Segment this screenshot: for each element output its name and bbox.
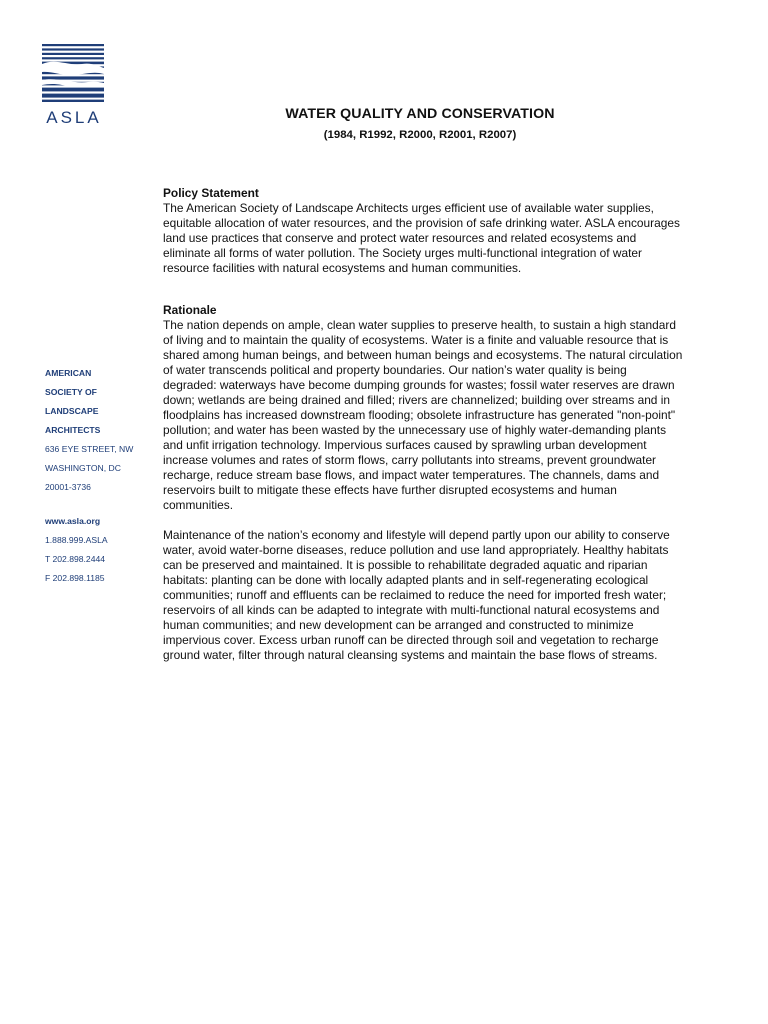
website-link[interactable]: www.asla.org (45, 516, 101, 526)
policy-heading: Policy Statement (163, 186, 259, 200)
address-line: 20001-3736 (45, 482, 91, 492)
asla-landscape-logo-icon (42, 44, 104, 102)
phone-telephone: T 202.898.2444 (45, 554, 106, 564)
logo-text: ASLA (46, 108, 102, 127)
document-revision-years: (1984, R1992, R2000, R2001, R2007) (323, 129, 517, 141)
asla-logo (42, 44, 104, 128)
org-name-line: AMERICAN (45, 368, 92, 378)
phone-fax: F 202.898.1185 (45, 573, 105, 583)
address-line: 636 EYE STREET, NW (45, 444, 134, 454)
address-line: WASHINGTON, DC (45, 463, 121, 473)
org-name-line: LANDSCAPE (45, 406, 99, 416)
rationale-heading: Rationale (163, 303, 217, 317)
document-header (150, 104, 690, 144)
rationale-paragraph: The nation depends on ample, clean water supplies to preserve health, to sustain a high standard of living and to maintain the quality of ecosystems. Water is a finite and valuable resource that is shared among human beings, and between human beings and ecosystems. The natural circulation of water transcends political and property boundaries. Our nation’s water quality is being degraded: waterways have become dumping grounds for wastes; fossil water reserves are drawn down; wetlands are being drained and filled; rivers are channelized; building over streams and in floodplains has increased downstream flooding; obsolete infrastructure has generated "non-point" pollution; and water has been wasted by the unnecessary use of highly water-demanding plants and unfit irrigation technology. Impervious surfaces caused by sprawling urban development increase volumes and rates of storm flows, carry pollutants into streams, prevent groundwater recharge, reduce stream base flows, and impact water temperatures. The channels, dams and reservoirs built to mitigate these effects have further disrupted ecosystems and human communities. (163, 318, 683, 512)
document-title: WATER QUALITY AND CONSERVATION (285, 106, 555, 122)
org-name-line: ARCHITECTS (45, 425, 101, 435)
phone-toll-free: 1.888.999.ASLA (45, 535, 108, 545)
rationale-paragraph: Maintenance of the nation’s economy and lifestyle will depend partly upon our ability to conserve water, avoid water-borne diseases, reduce pollution and use land appropriately. Healthy habitats can be preserved and maintained. It is possible to rehabilitate degraded aquatic and riparian habitats: planting can be done with locally adapted plants and in self-regenerating ecological communities; runoff and effluents can be reclaimed to reduce the need for imported fresh water; reservoirs of all kinds can be adapted to integrate with multi-functional natural ecosystems and human communities; and new development can be arranged and constructed to minimize impervious cover. Excess urban runoff can be directed through soil and vegetation to recharge ground water, filter through natural cleansing systems and maintain the base flows of streams. (163, 528, 670, 662)
document-body (163, 186, 683, 663)
policy-text: The American Society of Landscape Architects urges efficient use of available water supplies, equitable allocation of water resources, and the provision of safe drinking water. ASLA encourages land use practices that conserve and protect water resources and related ecosystems and eliminate all forms of water pollution. The Society urges multi-functional integration of water resource facilities with natural ecosystems and human communities. (163, 201, 680, 275)
org-name-line: SOCIETY OF (45, 387, 97, 397)
sidebar-contact (45, 364, 155, 588)
